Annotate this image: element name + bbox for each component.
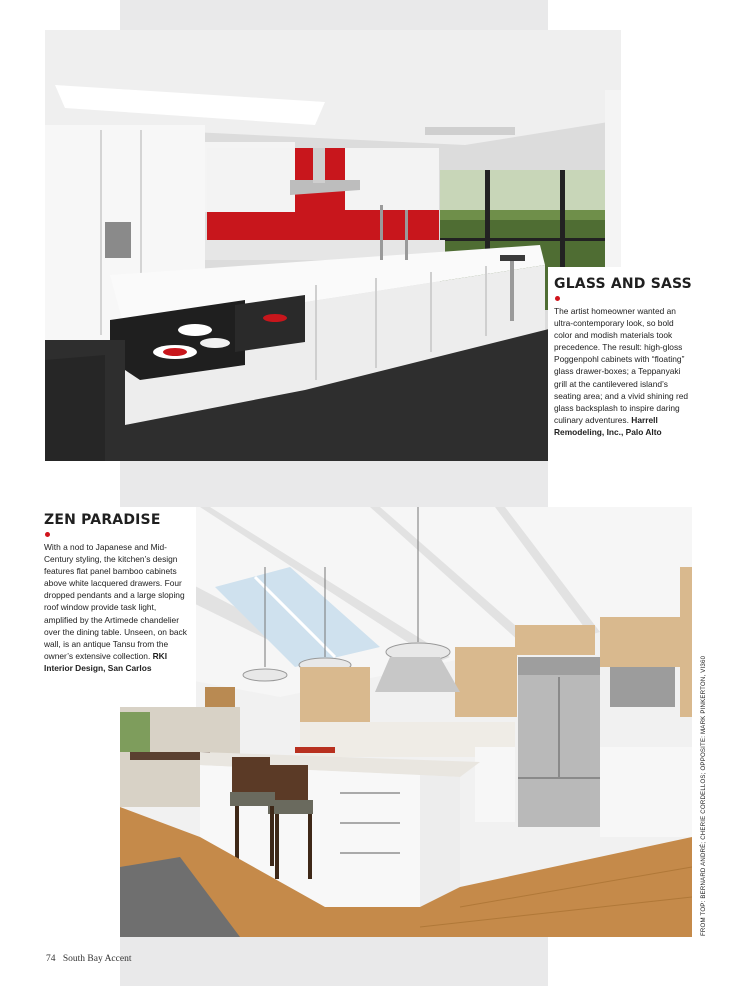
page-footer (46, 954, 131, 964)
designer-credit: Harrell Remodeling, Inc., Palo Alto (554, 414, 662, 437)
kitchen-photo-zen-paradise (120, 507, 692, 937)
section-title: ZEN PARADISE (44, 512, 161, 528)
publication-name: South Bay Accent (62, 954, 132, 964)
kitchen-photo-glass-and-sass (45, 30, 621, 461)
section-title: GLASS AND SASS (554, 276, 692, 292)
section-text: The artist homeowner wanted an ultra-contemporary look, so bold color and modish materials took precedence. The result: high-gloss Poggenpohl cabinets with “floating” glass drawer-boxes; a Teppanyaki grill at the cantilevered island’s seating area; and a vivid shining red glass backsplash to inspire daring culinary adventures. (554, 306, 689, 425)
section-zen-paradise (38, 507, 196, 707)
red-bullet-icon (555, 296, 560, 301)
section-glass-and-sass (548, 267, 698, 467)
section-text: With a nod to Japanese and Mid-Century styling, the kitchen’s design features flat panel bamboo cabinets above white lacquered drawers. Four dropped pendants and a large sloping roof window provide task light, amplified by the Artimede chandelier over the dining table. Unseen, on back wall, is an antique Tansu from the owner’s extensive collection. (44, 542, 187, 661)
page-number: 74 (46, 954, 56, 964)
photo-credit: FROM TOP: BERNARD ANDRÉ; CHERIE CORDELLOS; OPPOSITE: MARK PINKERTON, VI360 (700, 655, 707, 936)
designer-credit: RKI Interior Design, San Carlos (44, 650, 168, 673)
section-body (44, 541, 192, 674)
red-bullet-icon (45, 532, 50, 537)
section-body (554, 305, 694, 438)
